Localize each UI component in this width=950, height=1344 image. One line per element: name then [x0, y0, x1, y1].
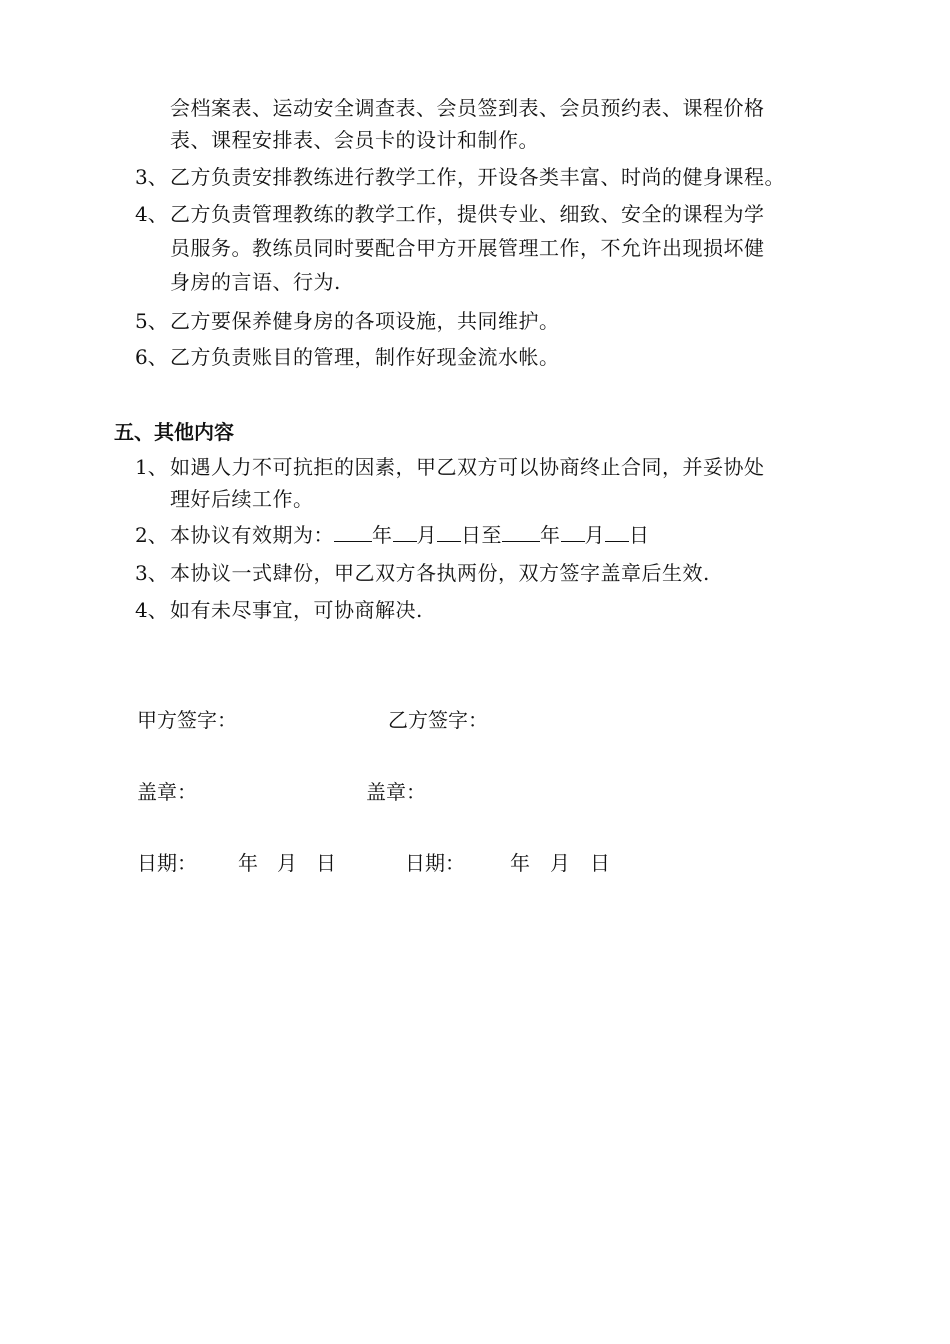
blank-day-end[interactable]: [605, 521, 629, 542]
s5-item-3-number: 3、: [135, 561, 168, 585]
blank-year-start[interactable]: [334, 521, 372, 542]
party-b-signature-label: 乙方签字：: [388, 708, 488, 732]
blank-day-start[interactable]: [437, 521, 461, 542]
item-3-number: 3、: [135, 165, 168, 189]
validity-month-label: 月: [416, 523, 437, 547]
party-a-seal-label: 盖章：: [137, 780, 197, 804]
party-b-date-month: 月: [550, 851, 570, 875]
item-6-text: 乙方负责账目的管理，制作好现金流水帐。: [170, 345, 560, 369]
item-3-text: 乙方负责安排教练进行教学工作，开设各类丰富、时尚的健身课程。: [170, 165, 785, 189]
item-5-number: 5、: [135, 309, 168, 333]
party-a-signature-label: 甲方签字：: [137, 708, 237, 732]
party-a-date-day: 日: [316, 851, 336, 875]
s5-item-4-number: 4、: [135, 598, 168, 622]
s5-item-4-text: 如有未尽事宜，可协商解决.: [170, 598, 423, 622]
s5-item-3-text: 本协议一式肆份，甲乙双方各执两份，双方签字盖章后生效.: [170, 561, 710, 585]
s5-item-2-number: 2、: [135, 523, 168, 547]
item-2-line-2: 表、课程安排表、会员卡的设计和制作。: [170, 128, 539, 152]
s5-item-1-number: 1、: [135, 455, 168, 479]
validity-day-to-label: 日至: [461, 523, 502, 547]
s5-item-1-line-2: 理好后续工作。: [170, 487, 314, 511]
party-b-seal-label: 盖章：: [366, 780, 426, 804]
blank-month-start[interactable]: [393, 521, 417, 542]
validity-month-end-label: 月: [584, 523, 605, 547]
s5-item-2-validity-line: [170, 521, 650, 549]
item-4-number: 4、: [135, 202, 168, 226]
item-4-line-3: 身房的言语、行为.: [170, 270, 341, 294]
blank-year-end[interactable]: [502, 521, 540, 542]
validity-year-end-label: 年: [540, 523, 561, 547]
section-heading: 五、其他内容: [114, 420, 234, 444]
s5-item-1-line-1: 如遇人力不可抗拒的因素，甲乙双方可以协商终止合同，并妥协处: [170, 455, 765, 479]
validity-day-end-label: 日: [629, 523, 650, 547]
party-a-date-year: 年: [238, 851, 258, 875]
validity-year-label: 年: [372, 523, 393, 547]
item-4-line-1: 乙方负责管理教练的教学工作，提供专业、细致、安全的课程为学: [170, 202, 765, 226]
party-a-date-month: 月: [277, 851, 297, 875]
party-b-date-day: 日: [590, 851, 610, 875]
item-4-line-2: 员服务。教练员同时要配合甲方开展管理工作，不允许出现损坏健: [170, 236, 765, 260]
blank-month-end[interactable]: [561, 521, 585, 542]
party-a-date-label: 日期：: [137, 851, 197, 875]
item-6-number: 6、: [135, 345, 168, 369]
party-b-date-label: 日期：: [405, 851, 465, 875]
party-b-date-year: 年: [510, 851, 530, 875]
validity-prefix: 本协议有效期为：: [170, 523, 334, 547]
item-2-line-1: 会档案表、运动安全调查表、会员签到表、会员预约表、课程价格: [170, 96, 765, 120]
item-5-text: 乙方要保养健身房的各项设施，共同维护。: [170, 309, 560, 333]
